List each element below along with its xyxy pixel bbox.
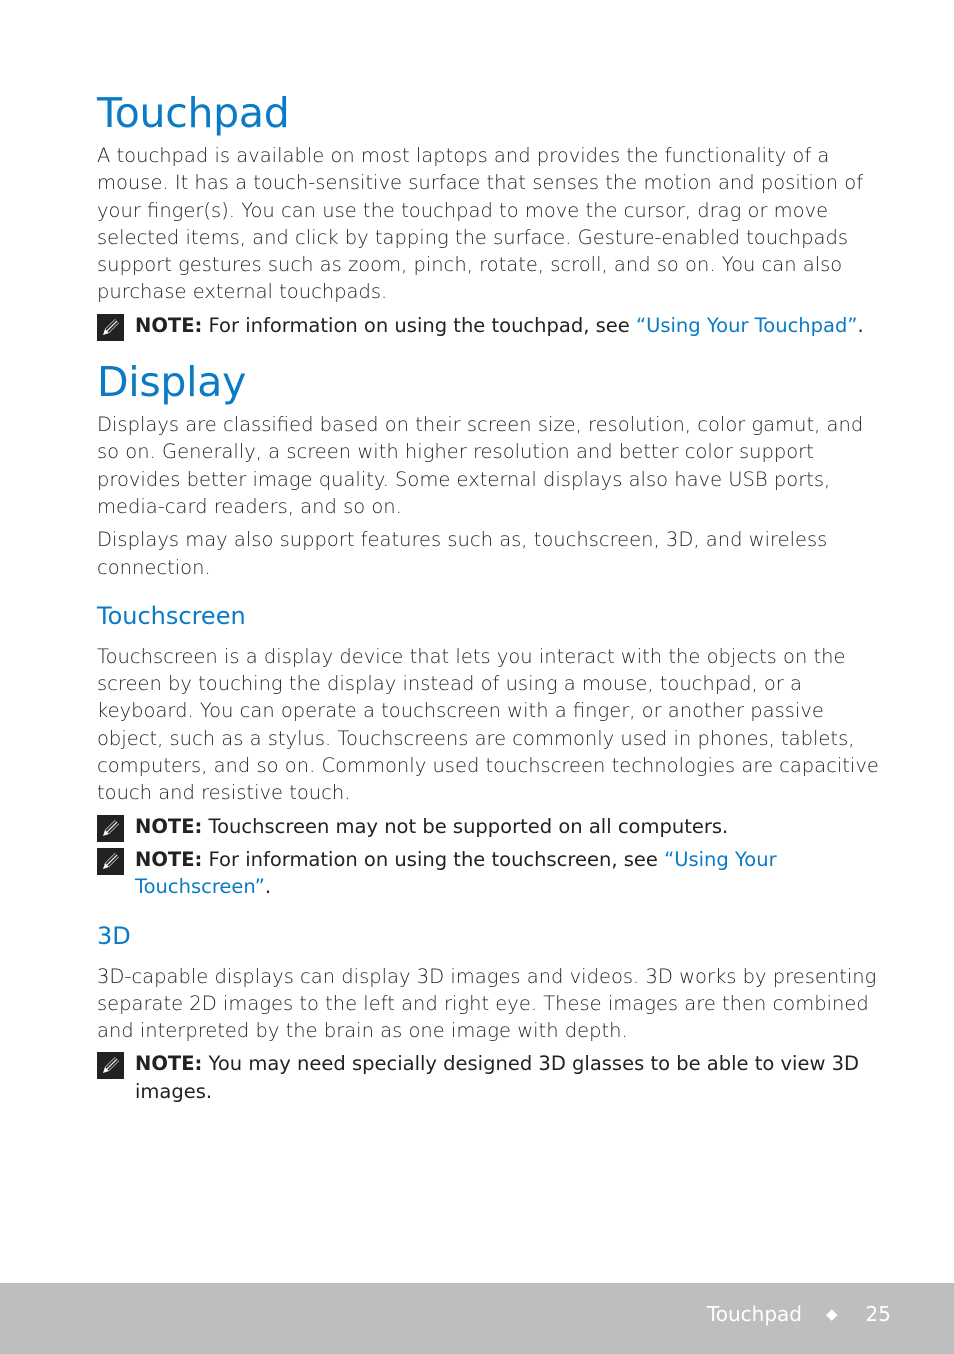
note-text: For information on using the touchscreen, see [202,847,665,871]
touchpad-heading: Touchpad [97,89,290,137]
touchpad-body: A touchpad is available on most laptops and provides the functionality of a mouse. It has a touch-sensitive surface that senses the motion and position of your finger(s). You can use the touchpad to move the cursor, drag or move selected items, and click by tapping the surface. Gesture-enabled touchpads support gestures such as zoom, pinch, rotate, scroll, and so on. You can also purchase external touchpads. [97,144,864,304]
display-body-2: Displays may also support features such as, touchscreen, 3D, and wireless connection. [97,528,828,579]
page-footer [0,1283,954,1354]
page-number: 25 [865,1302,891,1326]
note-pencil-icon [97,815,124,842]
note-label: NOTE: [135,814,203,838]
note-text: You may need specially designed 3D glasses to be able to view 3D images. [135,1052,860,1103]
touchpad-note: NOTE: For information on using the touchpad, see “Using Your Touchpad”. [97,312,887,339]
touchscreen-note-1 [97,813,887,840]
note-pencil-icon [97,848,124,875]
footer-section-label: Touchpad [706,1302,802,1326]
three-d-note [97,1050,887,1105]
note-text: Touchscreen may not be supported on all computers. [202,814,729,838]
page-content [97,88,887,1105]
note-pencil-icon [97,1052,124,1079]
footer-diamond-separator: ◆ [826,1305,838,1323]
note-pencil-icon [97,314,124,341]
note-text: For information on using the touchpad, see [202,313,636,337]
three-d-body: 3D-capable displays can display 3D images and videos. 3D works by presenting separate 2D images to the left and right eye. These images are then combined and interpreted by the brain as one image with depth. [97,964,877,1043]
three-d-heading: 3D [97,921,131,950]
note-label: NOTE: [135,1052,203,1076]
note-label: NOTE: [135,847,203,871]
note-label: NOTE: [135,313,203,337]
touchscreen-heading: Touchscreen [97,601,246,630]
display-body-1: Displays are classified based on their screen size, resolution, color gamut, and so on. Generally, a screen with higher resolution and better color support provides better image quality. Some external displays also have USB ports, media-card readers, and so on. [97,413,864,518]
touchscreen-note-2: NOTE: For information on using the touchscreen, see “Using Your Touchscreen”. [97,846,887,901]
touchscreen-body: Touchscreen is a display device that lets you interact with the objects on the screen by touching the display instead of using a mouse, touchpad, or a keyboard. You can operate a touchscreen with a finger, or another passive object, such as a stylus. Touchscreens are commonly used in phones, tablets, computers, and so on. Commonly used touchscreen technologies are capacitive touch and resistive touch. [97,644,879,805]
using-your-touchscreen-link[interactable]: “Using Your Touchscreen” [135,847,777,899]
using-your-touchpad-link[interactable]: “Using Your Touchpad” [635,313,858,337]
display-heading: Display [97,358,247,407]
